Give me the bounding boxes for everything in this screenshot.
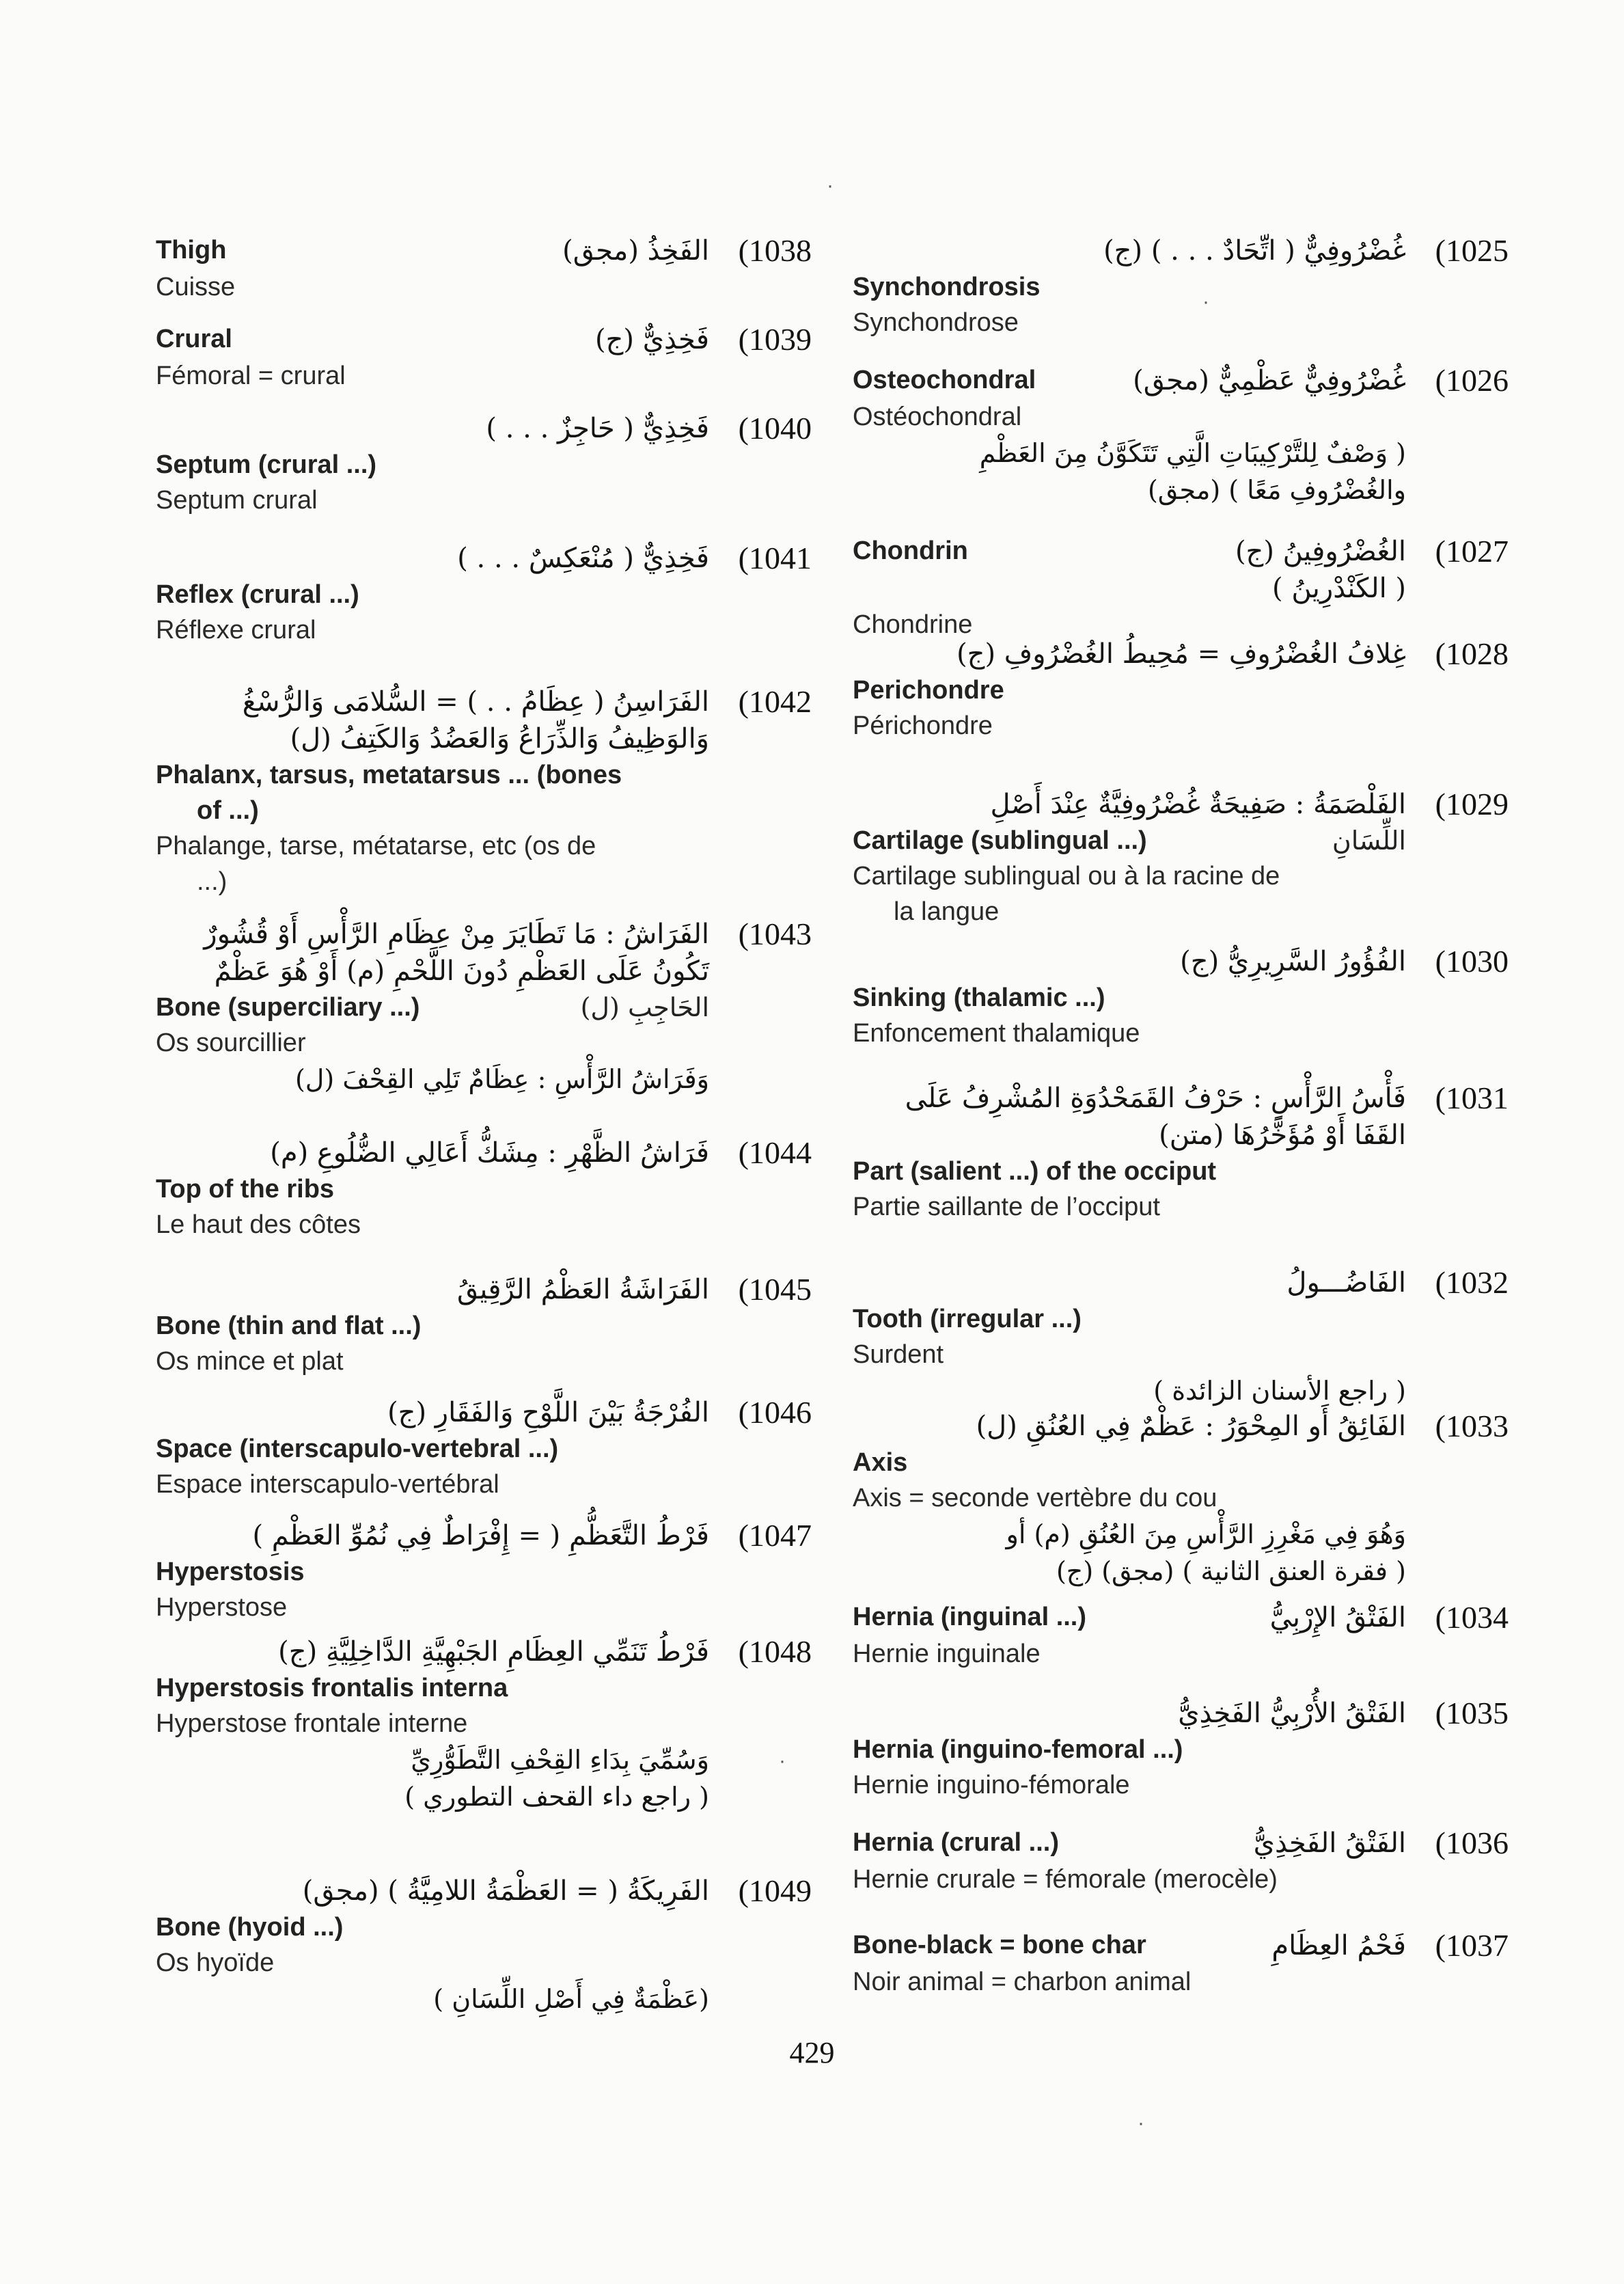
french-term: Enfoncement thalamique xyxy=(853,1019,1140,1048)
english-term-row xyxy=(853,1301,1509,1337)
entry-number: (1045 xyxy=(738,1272,812,1307)
dictionary-entry xyxy=(156,916,812,1098)
english-term: Cartilage (sublingual ...) xyxy=(853,826,1147,855)
french-term: Synchondrose xyxy=(853,308,1019,337)
entry-headline xyxy=(156,540,812,577)
arabic-note: ( راجع الأسنان الزائدة ) xyxy=(1153,1376,1406,1406)
entry-headline xyxy=(156,683,812,757)
arabic-term: فَرْطُ تَنَمِّي العِظَامِ الجَبْهِيَّةِ الدَّاخِلِيَّةِ (ج) xyxy=(278,1636,709,1668)
french-term: Hernie inguino-fémorale xyxy=(853,1771,1130,1799)
entry-number: (1034 xyxy=(1435,1600,1509,1635)
arabic-term: الفَرَاشُ : مَا تَطَايَرَ مِنْ عِظَامِ الرَّأْسِ أَوْ قُشُورٌ xyxy=(204,919,709,950)
arabic-term-continued: وَالوَظِيفُ وَالذِّرَاعُ وَالعَضُدُ وَالكَتِفُ (ل) xyxy=(290,723,709,754)
english-term-row xyxy=(853,823,1509,858)
entry-number: (1032 xyxy=(1435,1265,1509,1300)
french-term: Ostéochondral xyxy=(853,403,1022,431)
arabic-term: الغُضْرُوفِينُ (ج) xyxy=(1235,536,1406,567)
entry-headline xyxy=(156,321,812,358)
entry-number: (1037 xyxy=(1435,1928,1509,1963)
arabic-note: وَهُوَ فِي مَغْرِزِ الرَّأْسِ مِنَ العُنُقِ (م) أو xyxy=(1006,1519,1406,1549)
english-term-row xyxy=(156,1554,812,1590)
scan-speck: · xyxy=(779,1750,786,1772)
french-term: Hyperstose frontale interne xyxy=(156,1709,468,1738)
entry-headline xyxy=(853,1408,1509,1445)
arabic-note: وَفَرَاشُ الرَّأْسِ : عِظَامٌ تَلِي القِحْفَ (ل) xyxy=(294,1064,709,1094)
dictionary-entry xyxy=(853,1825,1509,1897)
entry-headline xyxy=(156,1394,812,1431)
french-term: Hyperstose xyxy=(156,1593,288,1622)
arabic-term: فَحْمُ العِظَامِ xyxy=(1271,1930,1406,1961)
arabic-note: والغُضْرُوفِ مَعًا ) (مجق) xyxy=(1147,475,1406,505)
entry-headline xyxy=(156,1134,812,1171)
scan-speck: · xyxy=(1202,290,1209,313)
arabic-note: (عَظْمَةٌ فِي أَصْلِ اللِّسَانِ ) xyxy=(433,1984,709,2014)
arabic-term: الفَخِذُ (مجق) xyxy=(562,235,709,267)
english-term: Tooth (irregular ...) xyxy=(853,1305,1082,1333)
french-term: Septum crural xyxy=(156,486,318,515)
entry-headline xyxy=(853,533,1509,607)
entry-headline xyxy=(156,1271,812,1308)
english-term: Sinking (thalamic ...) xyxy=(853,983,1105,1012)
dictionary-entry xyxy=(853,786,1509,929)
dictionary-entry xyxy=(156,683,812,899)
french-term-continued: ...) xyxy=(197,867,228,896)
scan-speck: · xyxy=(827,174,834,197)
arabic-term: فَخِذِيٌّ ( حَاجِزٌ . . . ) xyxy=(486,413,709,444)
dictionary-entry xyxy=(853,362,1509,508)
dictionary-entry xyxy=(156,321,812,394)
french-term: Axis = seconde vertèbre du cou xyxy=(853,1484,1217,1512)
entry-number: (1026 xyxy=(1435,363,1509,398)
arabic-note: وَسُمِّيَ بِدَاءِ القِحْفِ التَّطَوُّرِيِّ xyxy=(411,1745,709,1775)
english-term: Bone (superciliary ...) xyxy=(156,993,420,1022)
entry-number: (1025 xyxy=(1435,233,1509,268)
french-term: Hernie crurale = fémorale (merocèle) xyxy=(853,1865,1278,1894)
entry-number: (1040 xyxy=(738,411,812,446)
dictionary-entry xyxy=(853,943,1509,1051)
english-term: Hernia (inguino-femoral ...) xyxy=(853,1735,1183,1764)
scan-speck: · xyxy=(1138,2112,1144,2134)
entry-headline xyxy=(156,410,812,447)
french-term: Le haut des côtes xyxy=(156,1210,361,1239)
dictionary-entry xyxy=(156,1517,812,1625)
dictionary-entry xyxy=(853,1599,1509,1672)
entry-headline xyxy=(853,1264,1509,1301)
french-term: Périchondre xyxy=(853,711,993,740)
entry-headline xyxy=(853,636,1509,672)
french-term: Partie saillante de l’occiput xyxy=(853,1193,1160,1221)
arabic-term: غِلافُ الغُضْرُوفِ = مُحِيطُ الغُضْرُوفِ (ج) xyxy=(956,638,1406,670)
dictionary-entry xyxy=(853,636,1509,744)
dictionary-entry xyxy=(156,1394,812,1502)
english-term-row xyxy=(156,1670,812,1706)
page-number: 429 xyxy=(789,2036,835,2069)
entry-headline xyxy=(853,1825,1509,1862)
french-term: Chondrine xyxy=(853,610,973,639)
arabic-term-continued: تَكُونُ عَلَى العَظْمِ دُونَ اللَّحْمِ (م) أَوْ هُوَ عَظْمٌ xyxy=(214,955,709,987)
english-term: Reflex (crural ...) xyxy=(156,580,359,609)
entry-headline xyxy=(853,1599,1509,1636)
arabic-term: الفُؤُورُ السَّرِيرِيُّ (ج) xyxy=(1180,946,1406,977)
entry-number: (1033 xyxy=(1435,1409,1509,1443)
french-term: Cuisse xyxy=(156,273,236,301)
french-term: Fémoral = crural xyxy=(156,362,346,390)
english-term: Space (interscapulo-vertebral ...) xyxy=(156,1435,559,1463)
english-term-continued: of ...) xyxy=(197,796,259,825)
arabic-term: الفَتْقُ الأُرْبِيُّ الفَخِذِيُّ xyxy=(1178,1698,1406,1729)
english-term-row xyxy=(853,672,1509,708)
english-term: Phalanx, tarsus, metatarsus ... (bones xyxy=(156,761,622,789)
french-term: Phalange, tarse, métatarse, etc (os de xyxy=(156,832,596,860)
entry-number: (1044 xyxy=(738,1135,812,1170)
entry-number: (1038 xyxy=(738,233,812,268)
english-term: Crural xyxy=(156,325,232,353)
arabic-term: غُضْرُوفِيٌّ عَظْمِيٌّ (مجق) xyxy=(1133,365,1406,396)
english-term: Bone (hyoid ...) xyxy=(156,1913,344,1942)
arabic-term: الفَتْقُ الإِرْبِيُّ xyxy=(1269,1602,1406,1633)
dictionary-entry xyxy=(853,1408,1509,1590)
arabic-term: فَخِذِيٌّ (ج) xyxy=(595,324,709,355)
arabic-term: الفَائِقُ أَو المِحْوَرُ : عَظْمٌ فِي العُنُقِ (ل) xyxy=(976,1411,1406,1442)
dictionary-entry xyxy=(156,1271,812,1379)
dictionary-entry xyxy=(156,1633,812,1815)
english-term: Hyperstosis frontalis interna xyxy=(156,1674,508,1702)
english-term-row xyxy=(853,269,1509,305)
dictionary-entry xyxy=(156,1134,812,1242)
french-term: Surdent xyxy=(853,1340,944,1369)
arabic-note: ( فقرة العنق الثانية ) (مجق) (ج) xyxy=(1056,1556,1406,1586)
arabic-note: ( وَصْفٌ لِلتَّرْكِيبَاتِ الَّتِي تَتَكَوَّنُ مِنَ العَظْمِ xyxy=(979,438,1406,468)
entry-headline xyxy=(853,232,1509,269)
arabic-term: الفَاضُـــولُ xyxy=(1286,1267,1406,1299)
arabic-term: غُضْرُوفِيٌّ ( اتِّحَادٌ . . . ) (ج) xyxy=(1103,235,1406,267)
english-term: Hyperstosis xyxy=(156,1558,305,1586)
entry-number: (1030 xyxy=(1435,944,1509,979)
french-term: Hernie inguinale xyxy=(853,1640,1041,1668)
entry-number: (1036 xyxy=(1435,1825,1509,1860)
english-term-row xyxy=(156,990,812,1025)
dictionary-entry xyxy=(156,540,812,648)
english-term: Part (salient ...) of the occiput xyxy=(853,1157,1217,1186)
english-term-row xyxy=(156,1308,812,1344)
dictionary-entry xyxy=(853,533,1509,642)
entry-headline xyxy=(156,1633,812,1670)
english-term-row xyxy=(853,1154,1509,1189)
entry-headline xyxy=(156,232,812,269)
entry-headline xyxy=(853,786,1509,823)
dictionary-entry xyxy=(853,1927,1509,2000)
english-term: Bone-black = bone char xyxy=(853,1931,1146,1959)
entry-number: (1042 xyxy=(738,684,812,719)
entry-number: (1039 xyxy=(738,322,812,357)
entry-number: (1043 xyxy=(738,916,812,951)
english-term: Septum (crural ...) xyxy=(156,450,377,479)
arabic-term: الفَلْصَمَةُ : صَفِيحَةٌ غُضْرُوفِيَّةٌ عِنْدَ أَصْلِ xyxy=(990,789,1406,820)
entry-headline xyxy=(853,943,1509,980)
dictionary-entry xyxy=(156,410,812,518)
arabic-term-continued: ( الكَنْدْرِينُ ) xyxy=(1272,573,1406,604)
arabic-term: الفَرَاسِنُ ( عِظَامُ . . ) = السُّلامَى وَالرُّسْغُ xyxy=(242,686,709,718)
english-term: Axis xyxy=(853,1448,908,1477)
english-term: Chondrin xyxy=(853,536,968,565)
arabic-term: فَخِذِيٌّ ( مُنْعَكِسٌ . . . ) xyxy=(457,543,709,574)
entry-number: (1048 xyxy=(738,1634,812,1669)
entry-number: (1027 xyxy=(1435,534,1509,569)
french-term: Noir animal = charbon animal xyxy=(853,1968,1192,1996)
entry-headline xyxy=(156,1873,812,1909)
english-term: Thigh xyxy=(156,236,227,264)
arabic-term: الفَتْقُ الفَخِذِيُّ xyxy=(1253,1827,1406,1859)
entry-headline xyxy=(156,1517,812,1554)
english-term: Osteochondral xyxy=(853,366,1036,394)
entry-number: (1047 xyxy=(738,1518,812,1553)
arabic-term: فَأْسُ الرَّأْسِ : حَرْفُ القَمَحْدُوَةِ المُشْرِفُ عَلَى xyxy=(905,1083,1406,1114)
french-term: Os mince et plat xyxy=(156,1347,344,1376)
arabic-term: الفَرِيكَةُ ( = العَظْمَةُ اللامِيَّةُ ) (مجق) xyxy=(302,1875,709,1907)
english-term: Top of the ribs xyxy=(156,1175,335,1204)
entry-number: (1049 xyxy=(738,1873,812,1908)
arabic-note: ( راجع داء القحف التطوري ) xyxy=(404,1782,709,1812)
dictionary-entry xyxy=(853,1080,1509,1225)
arabic-term: الفُرْجَةُ بَيْنَ اللَّوْحِ وَالفَقَارِ (ج) xyxy=(387,1397,709,1428)
english-term: Synchondrosis xyxy=(853,273,1041,301)
french-term: Réflexe crural xyxy=(156,616,316,644)
arabic-term: فَرْطُ التَّعَظُّمِ ( = إِفْرَاطٌ فِي نُمُوِّ العَظْمِ ) xyxy=(252,1520,709,1551)
english-term-row xyxy=(853,980,1509,1016)
english-term-row xyxy=(156,447,812,482)
english-term-row xyxy=(853,1445,1509,1480)
english-term-row xyxy=(156,577,812,612)
english-term-row xyxy=(853,1732,1509,1767)
entry-headline xyxy=(853,362,1509,399)
arabic-term-tail: اللِّسَانِ xyxy=(1332,826,1406,856)
entry-headline xyxy=(156,916,812,990)
french-term: Os hyoïde xyxy=(156,1948,275,1977)
entry-number: (1035 xyxy=(1435,1696,1509,1730)
entry-number: (1031 xyxy=(1435,1080,1509,1115)
english-term-row xyxy=(156,1909,812,1945)
english-term: Hernia (inguinal ...) xyxy=(853,1603,1087,1631)
entry-headline xyxy=(853,1080,1509,1154)
entry-number: (1041 xyxy=(738,541,812,575)
arabic-term-tail: الحَاجِبِ (ل) xyxy=(580,992,709,1022)
french-term: Espace interscapulo-vertébral xyxy=(156,1470,499,1499)
english-term: Bone (thin and flat ...) xyxy=(156,1311,422,1340)
english-term-row xyxy=(156,1431,812,1467)
dictionary-entry xyxy=(853,232,1509,340)
english-term-row xyxy=(156,1171,812,1207)
entry-number: (1046 xyxy=(738,1395,812,1430)
entry-headline xyxy=(853,1927,1509,1964)
english-term-row xyxy=(156,757,812,793)
dictionary-entry xyxy=(156,1873,812,2017)
english-term: Hernia (crural ...) xyxy=(853,1828,1059,1857)
entry-number: (1029 xyxy=(1435,787,1509,821)
arabic-term: الفَرَاشَةُ العَظْمُ الرَّقِيقُ xyxy=(456,1274,709,1305)
dictionary-entry xyxy=(853,1695,1509,1803)
english-term: Perichondre xyxy=(853,676,1004,705)
entry-number: (1028 xyxy=(1435,636,1509,671)
french-term-continued: la langue xyxy=(894,897,1000,926)
entry-headline xyxy=(853,1695,1509,1732)
arabic-term: فَرَاشُ الظَّهْرِ : مِشَكُّ أَعَالِي الضُّلُوعِ (م) xyxy=(270,1137,709,1169)
dictionary-entry xyxy=(853,1264,1509,1409)
french-term: Cartilage sublingual ou à la racine de xyxy=(853,862,1280,891)
french-term: Os sourcillier xyxy=(156,1029,306,1057)
dictionary-entry xyxy=(156,232,812,305)
arabic-term-continued: القَفَا أَوْ مُؤَخَّرُهَا (متن) xyxy=(1159,1119,1406,1151)
